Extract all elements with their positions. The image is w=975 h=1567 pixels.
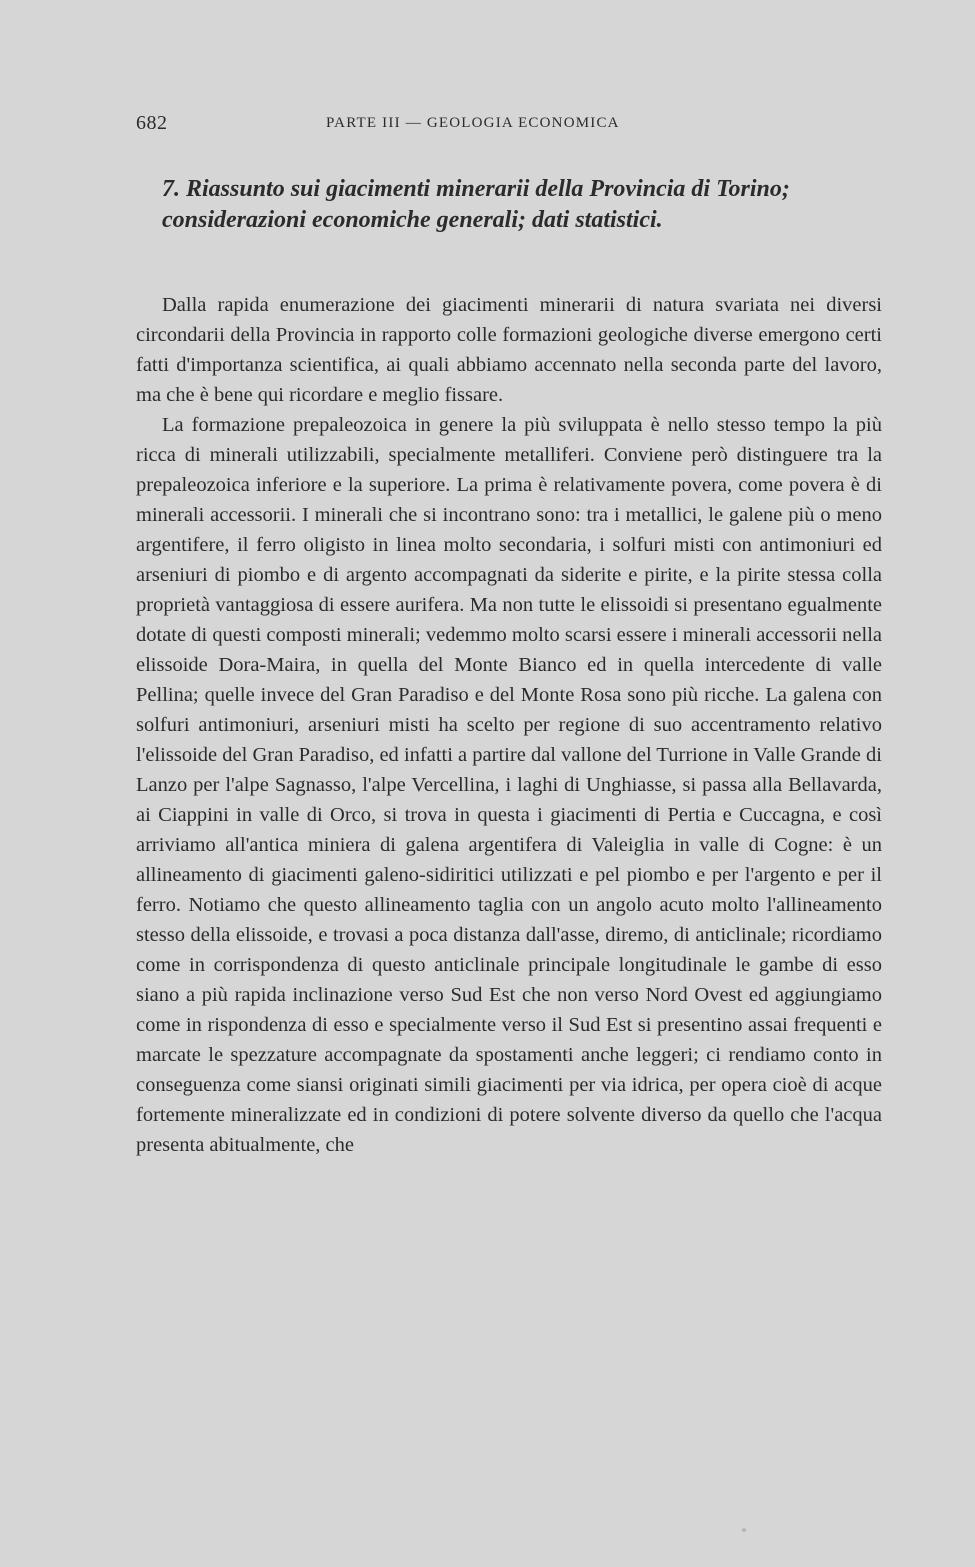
page-header xyxy=(136,112,882,138)
page-number: 682 xyxy=(136,112,168,134)
body-text xyxy=(136,290,882,1160)
paragraph: La formazione prepaleozoica in genere la più sviluppata è nello stesso tempo la più ricca di minerali utilizzabili, specialmente metalliferi. Conviene però distinguere tra la prepaleozoica inferiore e la superiore. La prima è relativamente povera, come povera è di minerali accessorii. I minerali che si incontrano sono: tra i metallici, le galene più o meno argentifere, il ferro oligisto in linea molto secondaria, i solfuri misti con antimoniuri ed arseniuri di piombo e di argento accompagnati da siderite e pirite, e la pirite stessa colla proprietà vantaggiosa di essere aurifera. Ma non tutte le elissoidi si presentano egualmente dotate di questi composti minerali; vedemmo molto scarsi essere i minerali accessorii nella elissoide Dora-Maira, in quella del Monte Bianco ed in quella intercedente di valle Pellina; quelle invece del Gran Paradiso e del Monte Rosa sono più ricche. La galena con solfuri antimoniuri, arseniuri misti ha scelto per regione di suo accentramento relativo l'elissoide del Gran Paradiso, ed infatti a partire dal vallone del Turrione in Valle Grande di Lanzo per l'alpe Sagnasso, l'alpe Vercellina, i laghi di Unghiasse, si passa alla Bellavarda, ai Ciappini in valle di Orco, si trova in questa i giacimenti di Pertia e Cuccagna, e così arriviamo all'antica miniera di galena argentifera di Valeiglia in valle di Cogne: è un allineamento di giacimenti galeno-sidiritici utilizzati e pel piombo e per l'argento e per il ferro. Notiamo che questo allineamento taglia con un angolo acuto molto l'allineamento stesso della elissoide, e trovasi a poca distanza dall'asse, diremo, di anticlinale; ricordiamo come in corrispondenza di questo anticlinale principale longitudinale le gambe di esso siano a più rapida inclinazione verso Sud Est che non verso Nord Ovest ed aggiungiamo come in rispondenza di esso e specialmente verso il Sud Est si presentino assai frequenti e marcate le spezzature accompagnate da spostamenti anche leggeri; ci rendiamo conto in conseguenza come siansi originati simili giacimenti per via idrica, per opera cioè di acque fortemente mineralizzate ed in condizioni di potere solvente diverso da quello che l'acqua presenta abitualmente, che xyxy=(136,414,882,1156)
section-title: Riassunto sui giacimenti minerarii della Provincia di Torino; considerazioni economiche generali; dati statistici. xyxy=(162,176,790,233)
ink-speck xyxy=(742,1528,746,1532)
section-number: 7. xyxy=(162,176,180,202)
paragraph: Dalla rapida enumerazione dei giacimenti minerarii di natura svariata nei diversi circondarii della Provincia in rapporto colle formazioni geologiche diverse emergono certi fatti d'importanza scientifica, ai quali abbiamo accennato nella seconda parte del lavoro, ma che è bene qui ricordare e meglio fissare. xyxy=(136,294,882,406)
section-heading xyxy=(162,174,884,236)
running-head: PARTE III — GEOLOGIA ECONOMICA xyxy=(326,115,620,131)
